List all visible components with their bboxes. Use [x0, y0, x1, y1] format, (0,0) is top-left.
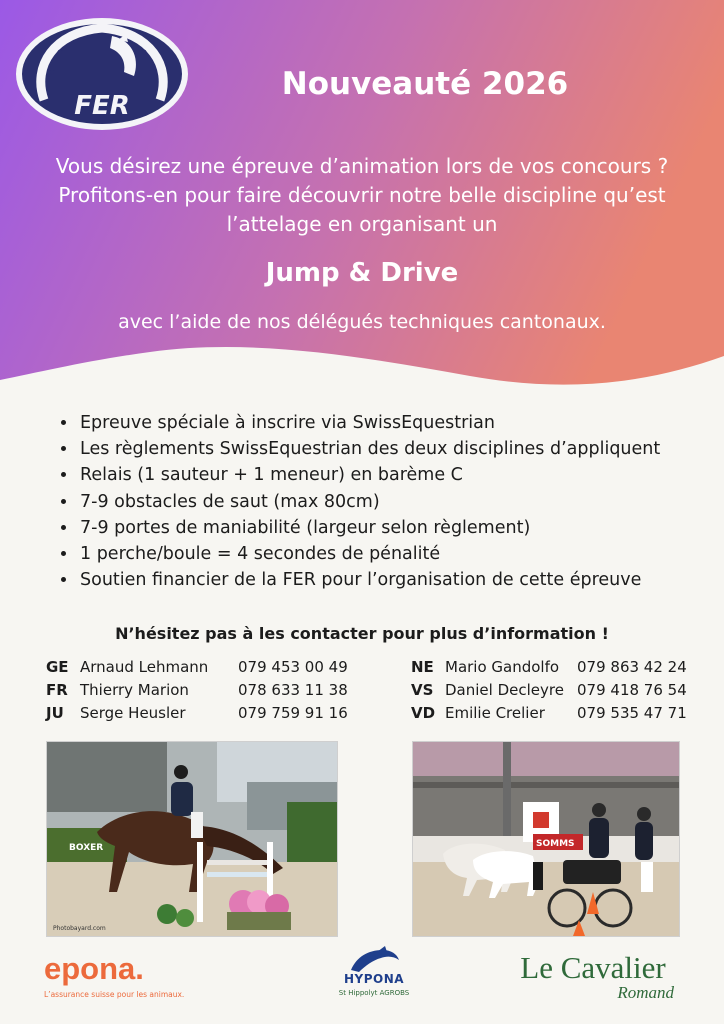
event-name: Jump & Drive: [265, 258, 459, 288]
intro-line: l’attelage en organisant un: [226, 212, 498, 236]
intro-line: Profitons-en pour faire découvrir notre belle discipline qu’est: [58, 183, 666, 207]
contact-row: [46, 679, 348, 702]
contact-row: [411, 679, 687, 702]
horse-icon: [347, 946, 401, 972]
page-title: Nouveauté 2026: [281, 66, 569, 102]
canton-code: NE: [411, 658, 434, 676]
photo-carriage-driving: [412, 741, 680, 937]
contact-name: Emilie Crelier: [445, 704, 545, 722]
contact-name: Serge Heusler: [80, 704, 186, 722]
photo-show-jumping: [46, 741, 338, 937]
list-item: • Les règlements SwissEquestrian des deux disciplines d’appliquent: [78, 436, 724, 462]
contact-phone[interactable]: 078 633 11 38: [238, 681, 348, 699]
list-item: • 1 perche/boule = 4 secondes de pénalité: [78, 541, 724, 567]
list-item: • 7-9 obstacles de saut (max 80cm): [78, 489, 724, 515]
hypona-logo: [334, 946, 414, 1010]
contact-phone[interactable]: 079 759 91 16: [238, 704, 348, 722]
list-item: • 7-9 portes de maniabilité (largeur selon règlement): [78, 515, 724, 541]
canton-code: JU: [46, 704, 64, 722]
contact-phone[interactable]: 079 535 47 71: [577, 704, 687, 722]
photo-credit: Photobayard.com: [53, 925, 106, 932]
contact-name: Arnaud Lehmann: [80, 658, 209, 676]
hero-banner: [0, 0, 724, 400]
epona-name: epona.: [44, 951, 144, 986]
contact-phone[interactable]: 079 453 00 49: [238, 658, 348, 676]
intro-line: Vous désirez une épreuve d’animation lors de vos concours ?: [55, 154, 669, 178]
canton-code: VD: [411, 704, 436, 722]
epona-logo: [44, 952, 184, 1006]
cavalier-sub: Romand: [617, 983, 674, 1002]
cavalier-logo: [498, 952, 688, 1004]
list-item: • Epreuve spéciale à inscrire via SwissEquestrian: [78, 410, 724, 436]
contact-name: Daniel Decleyre: [445, 681, 564, 699]
fer-logo: [14, 14, 190, 132]
cavalier-main: Le Cavalier: [520, 950, 666, 985]
arena-banner-text: BOXER: [69, 843, 104, 853]
contact-name: Mario Gandolfo: [445, 658, 560, 676]
contact-heading: N’hésitez pas à les contacter pour plus d’information !: [115, 624, 609, 643]
contact-phone[interactable]: 079 418 76 54: [577, 681, 687, 699]
intro-text: [30, 152, 694, 239]
contact-name: Thierry Marion: [80, 681, 189, 699]
arena-banner-text: SOMMS: [536, 839, 575, 849]
contact-row: [46, 656, 348, 679]
contact-row: [411, 656, 687, 679]
hypona-name: HYPONA: [343, 972, 405, 986]
epona-tagline: L’assurance suisse pour les animaux.: [44, 990, 185, 999]
svg-text:FER: FER: [74, 91, 130, 121]
contact-row: [46, 702, 348, 725]
list-item: • Relais (1 sauteur + 1 meneur) en barème C: [78, 462, 724, 488]
contact-row: [411, 702, 687, 725]
list-item: • Soutien financier de la FER pour l’organisation de cette épreuve: [78, 567, 724, 593]
contacts-right: [411, 656, 687, 725]
canton-code: VS: [411, 681, 434, 699]
contacts-left: [46, 656, 348, 725]
contact-phone[interactable]: 079 863 42 24: [577, 658, 687, 676]
canton-code: GE: [46, 658, 69, 676]
hypona-sub: St Hippolyt AGROBS: [338, 989, 410, 997]
help-line: avec l’aide de nos délégués techniques cantonaux.: [118, 311, 606, 333]
rules-list: [56, 410, 724, 593]
canton-code: FR: [46, 681, 68, 699]
